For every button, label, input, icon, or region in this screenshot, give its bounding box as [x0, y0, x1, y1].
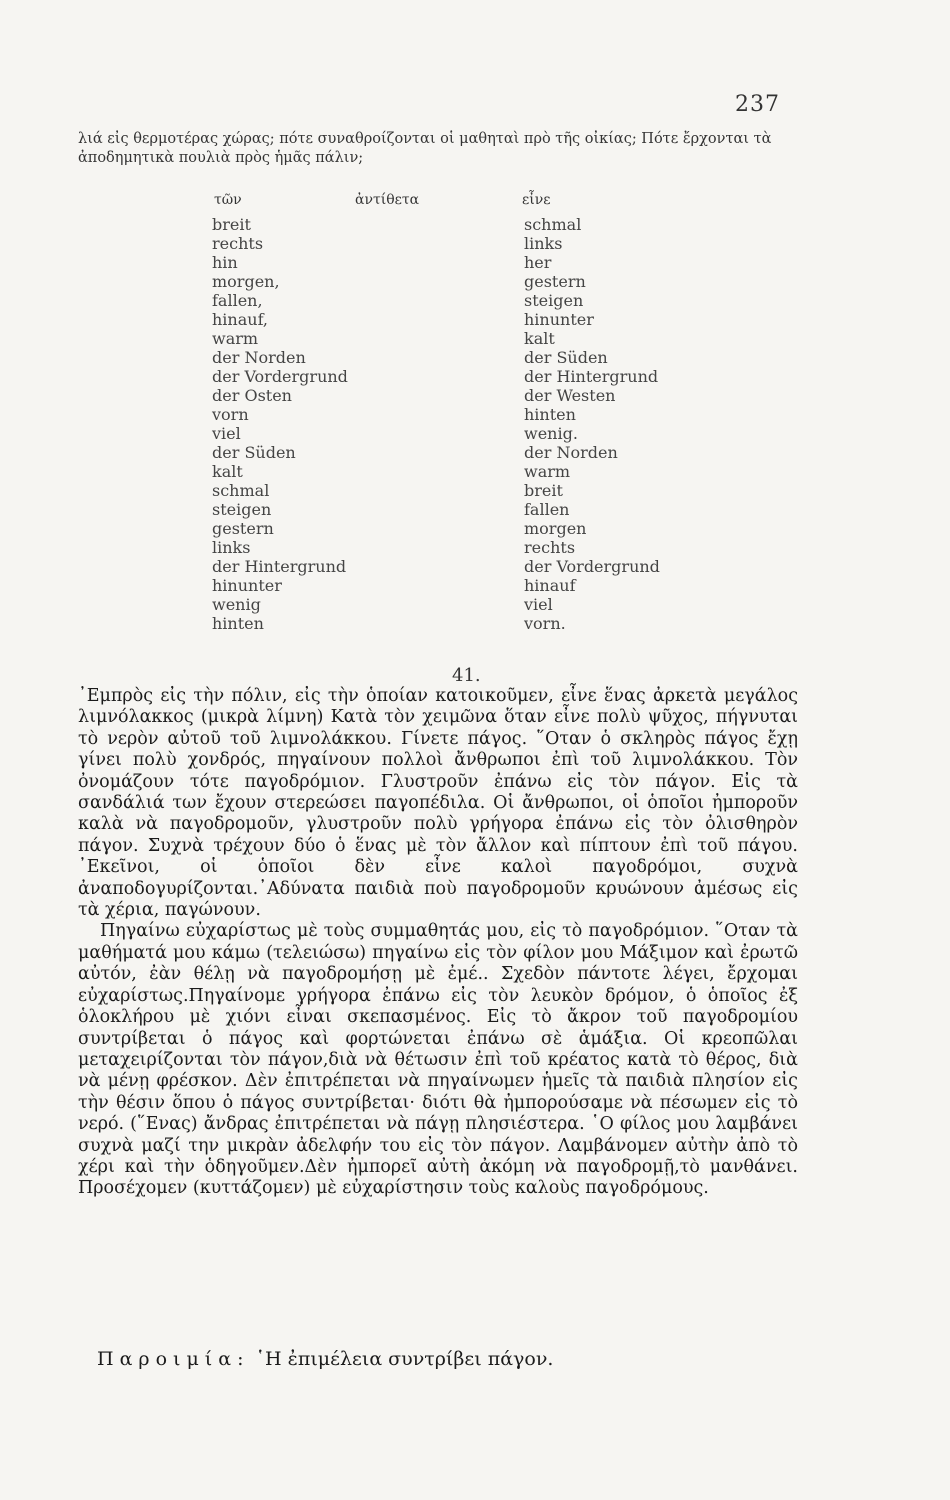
word-pair-entry: breit — [524, 481, 563, 500]
word-pair-entry: links — [524, 234, 563, 253]
word-pair-entry: gestern — [212, 519, 274, 538]
header-left: τῶν — [214, 192, 242, 208]
intro-question: λιά εἰς θερμοτέρας χώρας; πότε συναθροίζονται οἱ μαθηταὶ πρὸ τῆς οἰκίας; Πότε ἔρχονται τὰ ἀποδημητικὰ πουλιὰ πρὸς ἡμᾶς πάλιν; — [78, 131, 772, 166]
header-right: εἶνε — [522, 192, 551, 208]
word-pair-entry: der Hintergrund — [212, 557, 347, 576]
word-pair-entry: der Westen — [524, 386, 616, 405]
word-pair-entry: hinten — [524, 405, 576, 424]
reading-text — [78, 686, 798, 1200]
word-pair-entry: hinauf — [524, 576, 576, 595]
paragraph: ᾿Εμπρὸς εἰς τὴν πόλιν, εἰς τὴν ὁποίαν κατοικοῦμεν, εἶνε ἕνας ἀρκετὰ μεγάλος λιμνόλακκος (μικρὰ λίμνη) Κατὰ τὸν χειμῶνα ὅταν εἶνε πολὺ ψῦχος, πήγνυται τὸ νερὸν αὐτοῦ τοῦ λιμνολάκκου. Γίνετε πάγος. ῞Οταν ὁ σκληρὸς πάγος ἔχῃ γίνει πολὺ χονδρός, πηγαίνουν πολλοὶ ἄνθρωποι ἐπὶ τοῦ λιμνολάκκου. Τὸν ὀνομάζουν τότε παγοδρόμιον. Γλυστροῦν ἐπάνω εἰς τὸν πάγον. Εἰς τὰ σανδάλιά των ἔχουν στερεώσει παγοπέδιλα. Οἱ ἄνθρωποι, οἱ ὁποῖοι ἠμποροῦν καλὰ νὰ παγοδρομοῦν, γλυστροῦν πολὺ γρήγορα ἐπάνω εἰς τὸν ὀλισθηρὸν πάγον. Συχνὰ τρέχουν δύο ὁ ἕνας μὲ τὸν ἄλλον καὶ πίπτουν ἐπὶ τοῦ πάγου. ᾿Εκεῖνοι, οἱ ὁποῖοι δὲν εἶνε καλοὶ παγοδρόμοι, συχνὰ ἀναποδογυρίζονται.᾿Αδύνατα παιδιὰ ποὺ παγοδρομοῦν κρυώνουν ἀμέσως εἰς τὰ χέρια, παγώνουν. — [78, 686, 798, 921]
word-pair-entry: viel — [524, 595, 553, 614]
word-pair-entry: der Süden — [212, 443, 296, 462]
word-pair-entry: breit — [212, 215, 251, 234]
word-pair-entry: der Süden — [524, 348, 608, 367]
word-pair-entry: schmal — [524, 215, 582, 234]
proverb-text: ῾Η ἐπιμέλεια συντρίβει πάγον. — [255, 1348, 554, 1370]
word-pair-entry: hin — [212, 253, 238, 272]
word-pair-entry: schmal — [212, 481, 270, 500]
word-pair-entry: steigen — [524, 291, 584, 310]
word-pair-entry: vorn. — [524, 614, 566, 633]
proverb — [97, 1348, 553, 1370]
word-pair-entry: der Vordergrund — [524, 557, 660, 576]
word-pair-entry: warm — [524, 462, 571, 481]
word-pair-entry: kalt — [212, 462, 243, 481]
word-pair-entry: morgen — [524, 519, 587, 538]
word-pair-entry: fallen, — [212, 291, 263, 310]
word-pair-entry: wenig — [212, 595, 261, 614]
word-pair-entry: hinauf, — [212, 310, 269, 329]
word-pair-entry: gestern — [524, 272, 586, 291]
word-pair-entry: der Osten — [212, 386, 292, 405]
word-pair-entry: her — [524, 253, 552, 272]
word-pair-entry: hinunter — [212, 576, 282, 595]
word-pair-entry: viel — [212, 424, 241, 443]
paragraph: Πηγαίνω εὐχαρίστως μὲ τοὺς συμμαθητάς μου, εἰς τὸ παγοδρόμιον. ῞Οταν τὰ μαθήματά μου κάμω (τελειώσω) πηγαίνω εἰς τὸν φίλον μου Μάξιμον καὶ ἐρωτῶ αὐτόν, ἐὰν θέλῃ νὰ παγοδρομήσῃ μὲ ἐμέ.. Σχεδὸν πάντοτε λέγει, ἔρχομαι εὐχαρίστως.Πηγαίνομε γρήγορα ἐπάνω εἰς τὸν λευκὸν δρόμον, ὁ ὁποῖος ἐξ ὁλοκλήρου μὲ χιόνι εἶναι σκεπασμένος. Εἰς τὸ ἄκρον τοῦ παγοδρομίου συντρίβεται ὁ πάγος καὶ φορτώνεται ἐπάνω σὲ ἁμάξια. Οἱ κρεοπῶλαι μεταχειρίζονται τὸν πάγον,διὰ νὰ θέτωσιν ἐπὶ τοῦ κρέατος κατὰ τὸ θέρος, διὰ νὰ μένῃ φρέσκον. Δὲν ἐπιτρέπεται νὰ πηγαίνωμεν ἡμεῖς τὰ παιδιὰ πλησίον εἰς τὴν θέσιν ὅπου ὁ πάγος συντρίβεται· διότι θὰ ἠμπορούσαμε νὰ πέσωμεν εἰς τὸ νερό. (῞Ενας) ἄνδρας ἐπιτρέπεται νὰ πάγῃ πλησιέστερα. ῾Ο φίλος μου λαμβάνει συχνὰ μαζί την μικρὰν ἀδελφήν του εἰς τὸν πάγον. Λαμβάνομεν αὐτὴν ἀπὸ τὸ χέρι καὶ τὴν ὁδηγοῦμεν.Δὲν ἠμπορεῖ αὐτὴ ἀκόμη νὰ παγοδρομῇ,τὸ μανθάνει. Προσέχομεν (κυττάζομεν) μὲ εὐχαρίστησιν τοὺς καλοὺς παγοδρόμους. — [78, 921, 798, 1199]
header-middle: ἀντίθετα — [355, 192, 420, 208]
proverb-label: Παροιμία: — [97, 1348, 250, 1370]
word-pair-entry: der Vordergrund — [212, 367, 348, 386]
word-pair-entry: hinunter — [524, 310, 594, 329]
word-pair-entry: rechts — [524, 538, 576, 557]
word-pair-entry: morgen, — [212, 272, 280, 291]
word-pair-entry: rechts — [212, 234, 264, 253]
right-word-column — [524, 215, 660, 633]
word-pair-entry: hinten — [212, 614, 264, 633]
left-word-column — [212, 215, 348, 633]
word-pair-entry: steigen — [212, 500, 272, 519]
word-pair-entry: kalt — [524, 329, 555, 348]
word-pair-entry: der Norden — [212, 348, 306, 367]
word-pair-entry: der Hintergrund — [524, 367, 659, 386]
word-pair-entry: vorn — [212, 405, 249, 424]
word-pair-entry: fallen — [524, 500, 570, 519]
word-pair-entry: warm — [212, 329, 259, 348]
page-number: 237 — [735, 92, 780, 117]
section-number: 41. — [452, 665, 481, 686]
word-pair-entry: links — [212, 538, 251, 557]
word-pair-entry: der Norden — [524, 443, 618, 462]
word-pair-entry: wenig. — [524, 424, 578, 443]
